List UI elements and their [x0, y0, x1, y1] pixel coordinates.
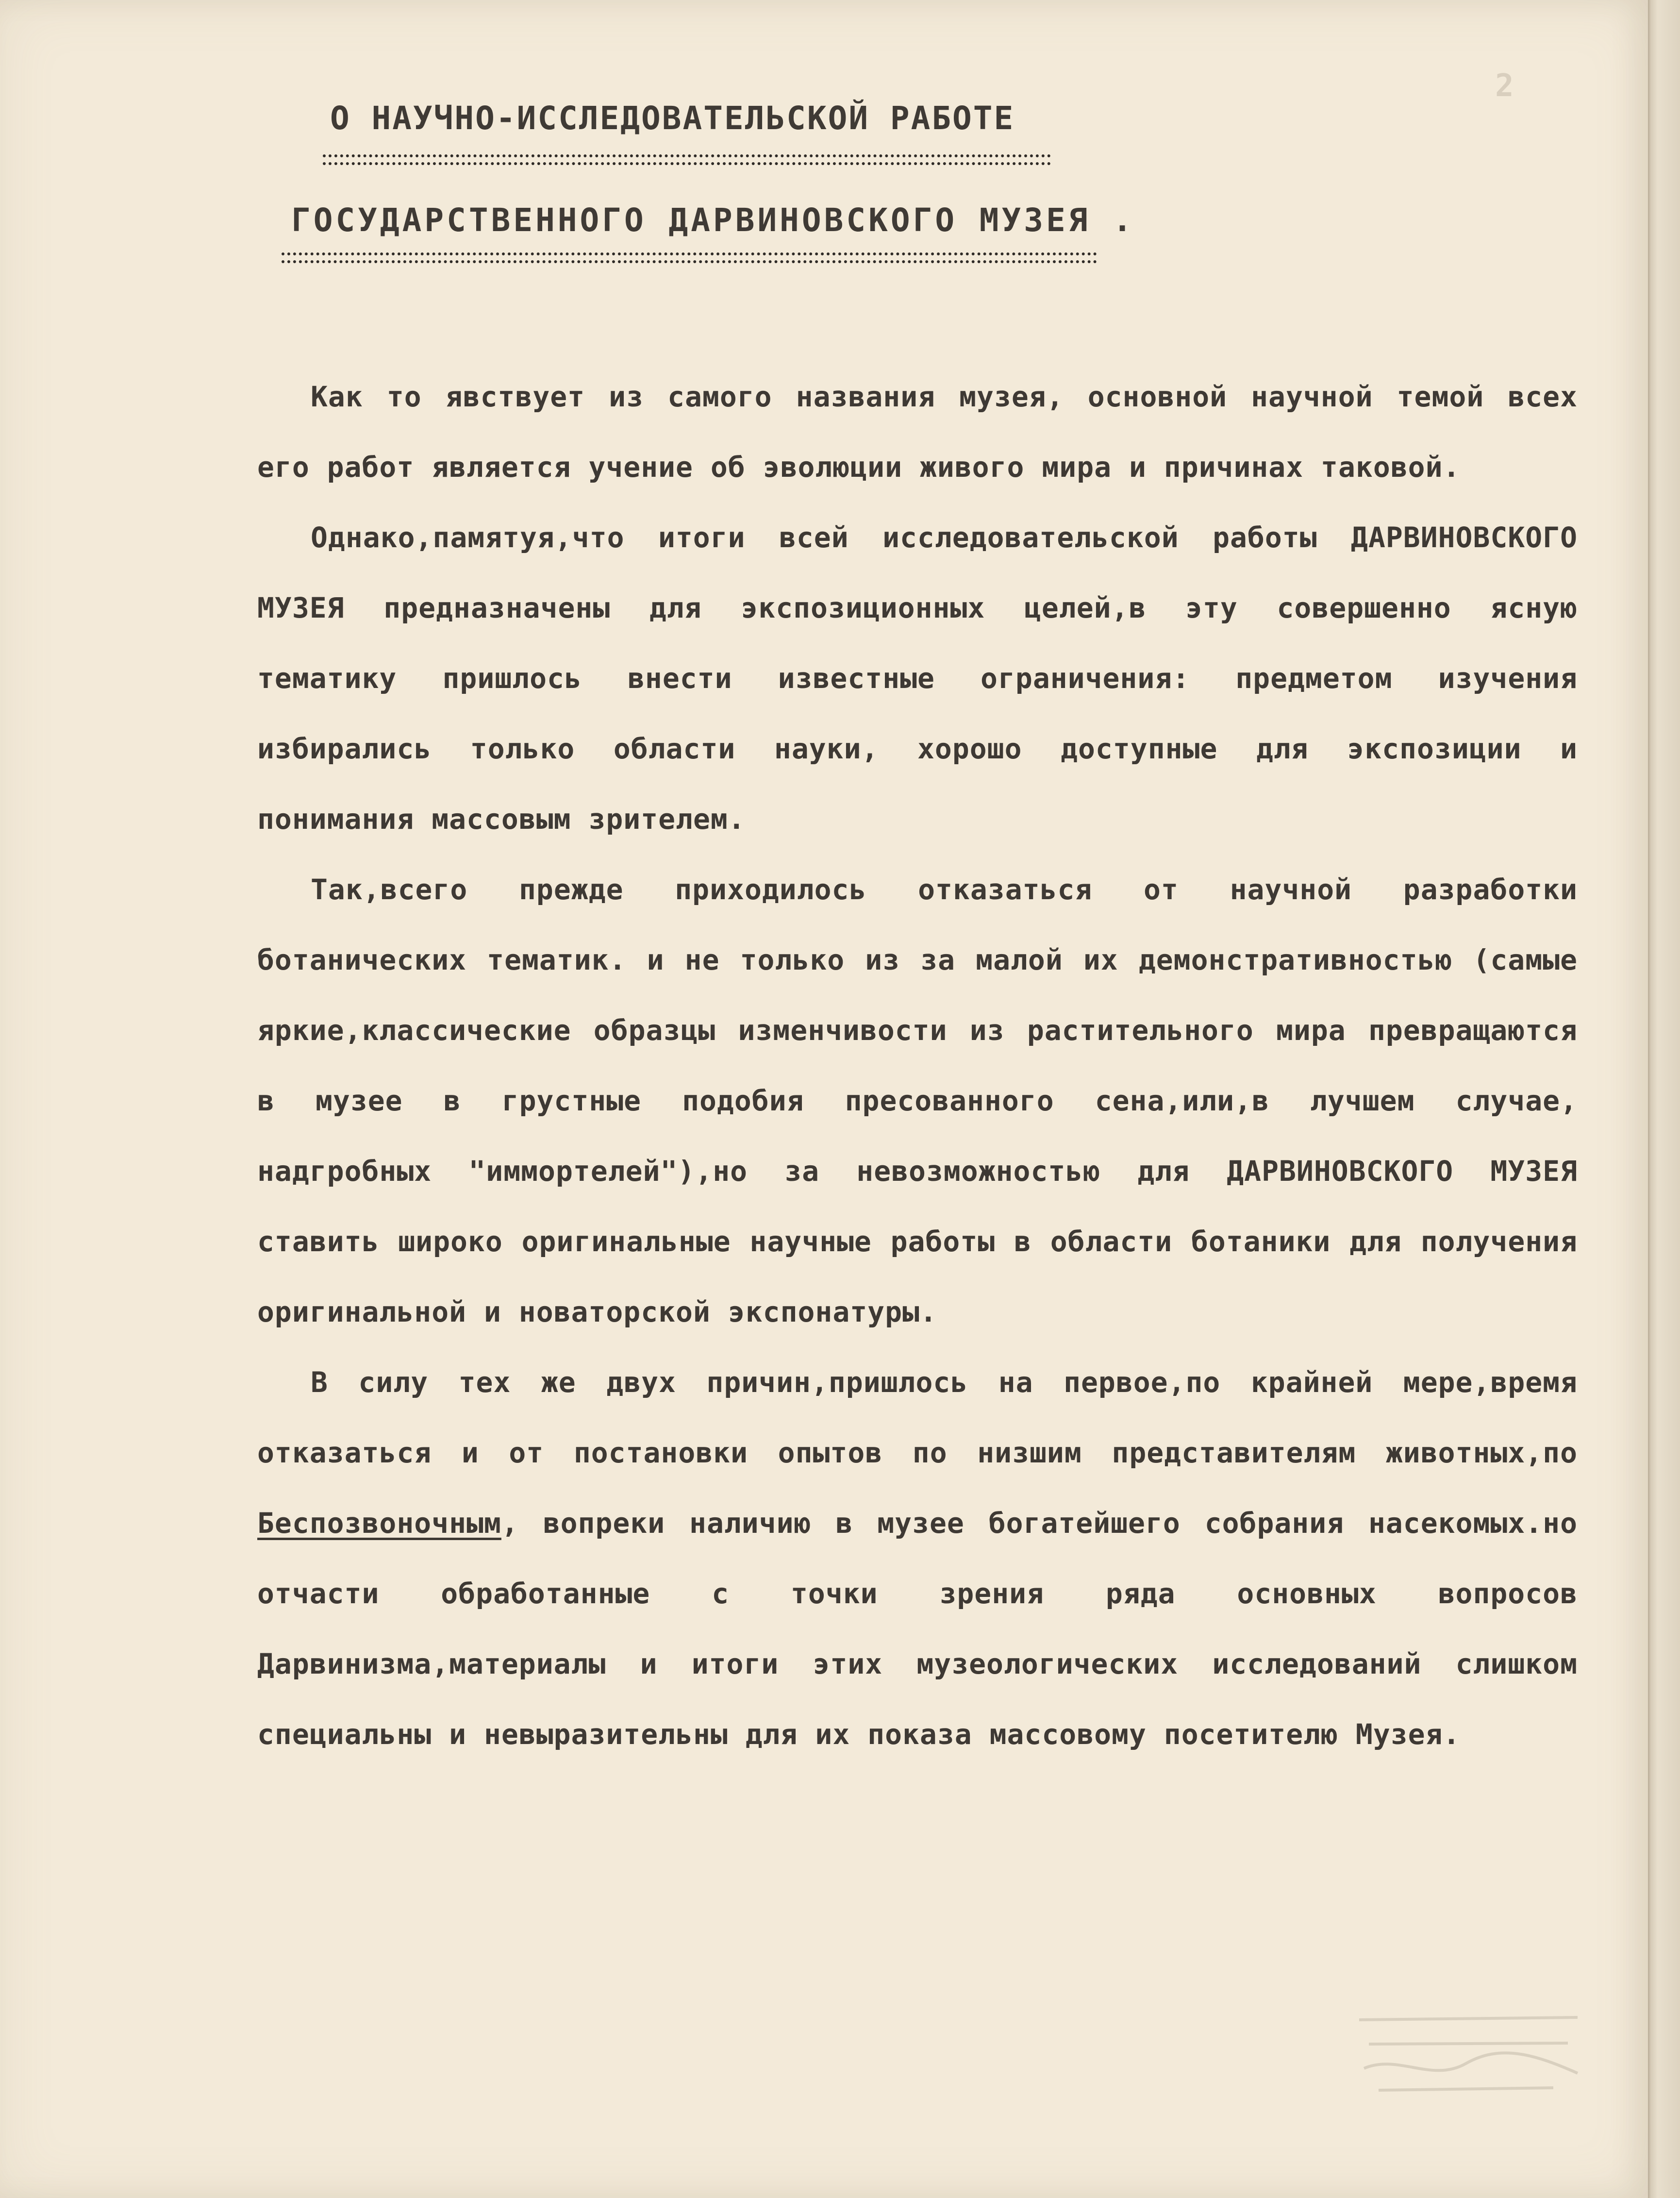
paragraph-4: [257, 1347, 1578, 1770]
paragraph-2: Однако,памятуя,что итоги всей исследовательской работы ДАРВИНОВСКОГО МУЗЕЯ предназначены для экспозиционных целей,в эту совершенно ясную тематику пришлось внести известные ограничения: предметом изучения избирались только области науки, хорошо доступные для экспозиции и понимания массовым зрителем.: [257, 521, 1578, 836]
title-line-1: О НАУЧНО-ИССЛЕДОВАТЕЛЬСКОЙ РАБОТЕ: [330, 100, 1015, 137]
paragraph-3: Так,всего прежде приходилось отказаться от научной разработки ботанических тематик. и не только из за малой их демонстративностью (самые яркие,классические образцы изменчивости из растительного мира превращаются в музее в грустные подобия пресованного сена,или,в лучшем случае, надгробных "иммортелей"),но за невозможностью для ДАРВИНОВСКОГО МУЗЕЯ ставить широко оригинальные научные работы в области ботаники для получения оригинальной и новаторской экспонатуры.: [257, 873, 1578, 1328]
faint-stamp-mark: [1349, 1991, 1592, 2102]
body-text: [257, 362, 1578, 1770]
paragraph-4-end: , вопреки наличию в музее богатейшего собрания насекомых.но отчасти обработанные с точки зрения ряда основных вопросов Дарвинизма,материалы и итоги этих музеологических исследований слишком специальны и невыразительны для их показа массовому посетителю Музея.: [257, 1507, 1578, 1751]
page-edge: [1648, 0, 1680, 2198]
title-line-2: ГОСУДАРСТВЕННОГО ДАРВИНОВСКОГО МУЗЕЯ .: [291, 201, 1135, 239]
title-underline-1: [323, 154, 1051, 165]
page-number: 2: [1495, 68, 1514, 104]
paragraph-1: Как то явствует из самого названия музея, основной научной темой всех его работ является учение об эволюции живого мира и причинах таковой.: [257, 380, 1578, 484]
title-underline-2: [282, 252, 1097, 263]
paragraph-4-start: В силу тех же двух причин,пришлось на первое,по крайней мере,время отказаться и от постановки опытов по низшим представителям животных,по: [257, 1366, 1578, 1469]
underlined-term: Беспозвоночным: [257, 1507, 501, 1540]
